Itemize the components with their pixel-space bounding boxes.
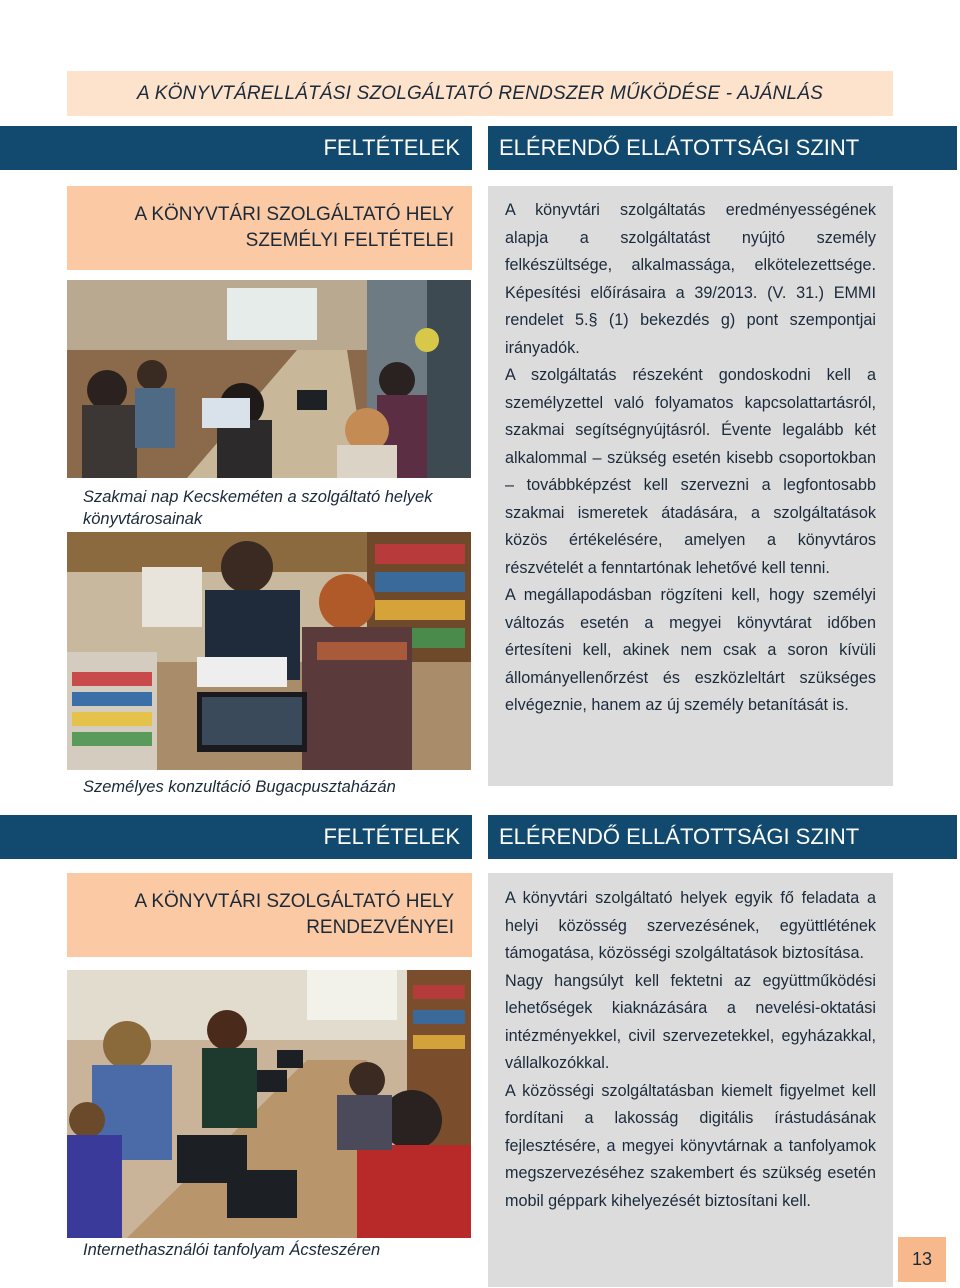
service-level-header: ELÉRENDŐ ELLÁTOTTSÁGI SZINT — [488, 815, 957, 859]
document-banner-title: A KÖNYVTÁRELLÁTÁSI SZOLGÁLTATÓ RENDSZER MŰKÖDÉSE - AJÁNLÁS — [67, 71, 893, 116]
photo-professional-day — [67, 280, 471, 478]
photo-consultation — [67, 532, 471, 770]
paragraph: A közösségi szolgáltatásban kiemelt figyelmet kell fordítani a lakosság digitális írástudásának fejlesztésére, a megyei könyvtárnak a tanfolyamok megszervezéséhez szakembert és szükség esetén mobil géppark kihelyezését biztosítani kell. — [505, 1081, 876, 1210]
personal-conditions-title — [67, 186, 472, 270]
conditions-header: FELTÉTELEK — [0, 815, 472, 859]
paragraph: A szolgáltatás részeként gondoskodni kell a személyzettel való folyamatos kapcsolattartásról, szakmai segítségnyújtásról. Évente legalább két alkalommal – szükség esetén kisebb csoportokban – továbbképzést kell szervezni a legfontosabb szakmai ismeretek átadására, a szolgáltatások közös értékelésére, amelyen a könyvtáros részvételét a fenntartónak lehetővé kell tenni. — [505, 366, 876, 577]
conditions-header: FELTÉTELEK — [0, 126, 472, 170]
events-title — [67, 873, 472, 957]
paragraph: A könyvtári szolgáltatás eredményességének alapja a szolgáltatást nyújtó személy felkészültsége, alkalmassága, elkötelezettsége. Képesítési előírásaira a 39/2013. (V. 31.) EMMI rendelet 5.§ (1) bekezdés g) pont szempontjai irányadók. — [505, 201, 876, 357]
photo-caption-internet-course: Internethasználói tanfolyam Ácsteszéren — [83, 1241, 381, 1259]
photo-caption-professional-day: Szakmai nap Kecskeméten a szolgáltató helyek könyvtárosainak — [83, 488, 433, 528]
title-line-1: A KÖNYVTÁRI SZOLGÁLTATÓ HELY — [134, 891, 454, 912]
title-line-2: SZEMÉLYI FELTÉTELEI — [245, 230, 454, 251]
paragraph: A könyvtári szolgáltató helyek egyik fő feladata a helyi közösség szervezésének, együttlétének támogatása, közösségi szolgáltatások biztosítása. — [505, 889, 876, 962]
photo-internet-course — [67, 970, 471, 1238]
photo-caption-consultation: Személyes konzultáció Bugacpusztaházán — [83, 778, 396, 796]
service-level-header: ELÉRENDŐ ELLÁTOTTSÁGI SZINT — [488, 126, 957, 170]
title-line-1: A KÖNYVTÁRI SZOLGÁLTATÓ HELY — [134, 204, 454, 225]
title-line-2: RENDEZVÉNYEI — [306, 917, 454, 938]
paragraph: Nagy hangsúlyt kell fektetni az együttműködési lehetőségek kiaknázására a nevelési-oktatási intézményekkel, civil szervezetekkel, egyházakkal, vállalkozókkal. — [505, 971, 876, 1072]
events-text — [505, 885, 876, 1215]
paragraph: A megállapodásban rögzíteni kell, hogy személyi változás esetén a megyei könyvtárat időben értesíteni kell, akinek nem csak a soron kívüli állományellenőrzést és eszközleltárt szükséges elvégeznie, hanem az új személy betanítását is. — [505, 586, 876, 714]
personal-conditions-text — [505, 197, 876, 720]
page-number: 13 — [898, 1237, 946, 1282]
